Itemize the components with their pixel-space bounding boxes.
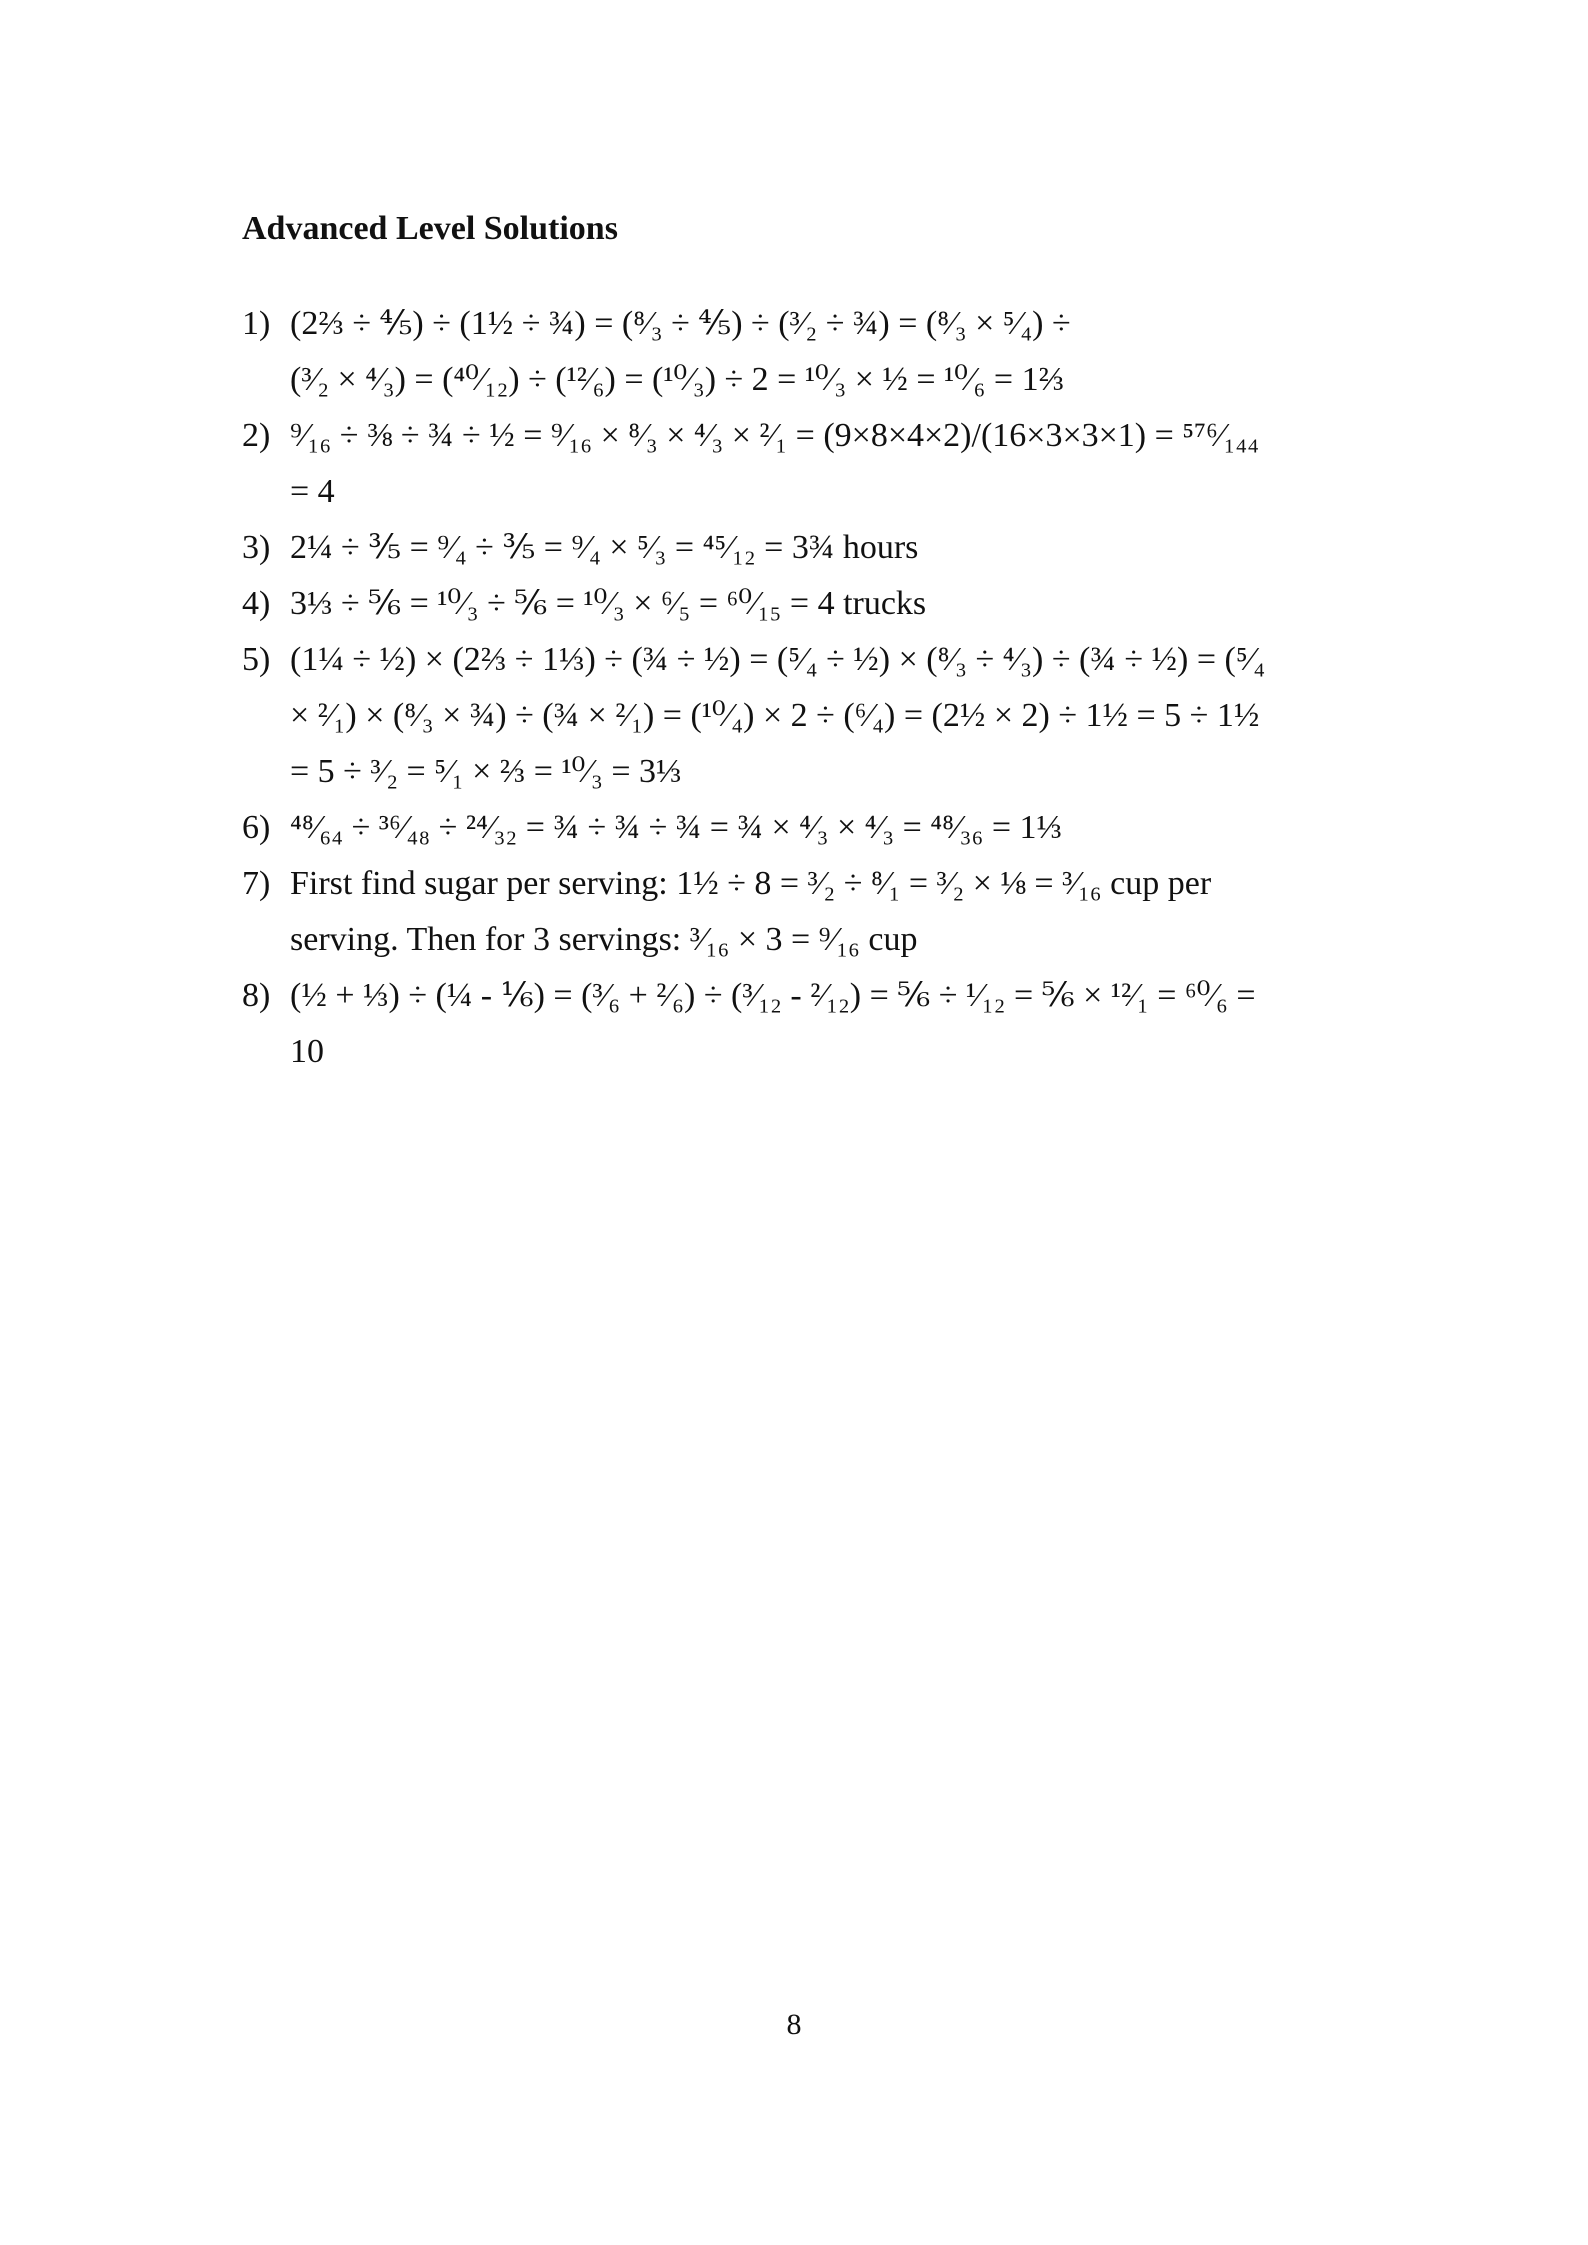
solution-line: = 4 <box>290 473 335 510</box>
solution-item-7 <box>242 856 1372 968</box>
solution-item-3 <box>242 520 1372 576</box>
solution-line: serving. Then for 3 servings: ³⁄₁₆ × 3 = ⁹⁄₁₆ cup <box>290 921 918 958</box>
solution-item-5 <box>242 632 1372 800</box>
solution-text <box>290 800 1372 856</box>
solution-text <box>290 632 1372 800</box>
solution-number: 3) <box>242 529 271 566</box>
solution-line: First find sugar per serving: 1½ ÷ 8 = ³⁄₂ ÷ ⁸⁄₁ = ³⁄₂ × ⅛ = ³⁄₁₆ cup per <box>290 865 1212 902</box>
solution-number: 8) <box>242 977 271 1014</box>
solution-line: ⁹⁄₁₆ ÷ ⅜ ÷ ¾ ÷ ½ = ⁹⁄₁₆ × ⁸⁄₃ × ⁴⁄₃ × ²⁄₁ = (9×8×4×2)/(16×3×3×1) = ⁵⁷⁶⁄₁₄₄ <box>290 417 1260 454</box>
solution-text <box>290 968 1372 1080</box>
solution-line: (2⅔ ÷ ⅘) ÷ (1½ ÷ ¾) = (⁸⁄₃ ÷ ⅘) ÷ (³⁄₂ ÷ ¾) = (⁸⁄₃ × ⁵⁄₄) ÷ <box>290 305 1071 342</box>
solution-text <box>290 296 1372 408</box>
solution-number: 7) <box>242 865 271 902</box>
solutions-list <box>242 296 1372 1080</box>
solution-line: (1¼ ÷ ½) × (2⅔ ÷ 1⅓) ÷ (¾ ÷ ½) = (⁵⁄₄ ÷ ½) × (⁸⁄₃ ÷ ⁴⁄₃) ÷ (¾ ÷ ½) = (⁵⁄₄ <box>290 641 1266 678</box>
page-heading: Advanced Level Solutions <box>242 210 618 247</box>
solution-line: = 5 ÷ ³⁄₂ = ⁵⁄₁ × ⅔ = ¹⁰⁄₃ = 3⅓ <box>290 753 682 790</box>
solution-text <box>290 576 1372 632</box>
solution-line: (³⁄₂ × ⁴⁄₃) = (⁴⁰⁄₁₂) ÷ (¹²⁄₆) = (¹⁰⁄₃) ÷ 2 = ¹⁰⁄₃ × ½ = ¹⁰⁄₆ = 1⅔ <box>290 361 1065 398</box>
solution-text <box>290 520 1372 576</box>
solution-item-8 <box>242 968 1372 1080</box>
solution-number: 2) <box>242 417 271 454</box>
solution-item-1 <box>242 296 1372 408</box>
solution-item-6 <box>242 800 1372 856</box>
solution-line: ⁴⁸⁄₆₄ ÷ ³⁶⁄₄₈ ÷ ²⁴⁄₃₂ = ¾ ÷ ¾ ÷ ¾ = ¾ × ⁴⁄₃ × ⁴⁄₃ = ⁴⁸⁄₃₆ = 1⅓ <box>290 809 1063 846</box>
solution-number: 5) <box>242 641 271 678</box>
solution-number: 1) <box>242 305 271 342</box>
solution-text <box>290 408 1372 520</box>
solution-item-2 <box>242 408 1372 520</box>
solution-line: 10 <box>290 1033 324 1070</box>
solution-line: × ²⁄₁) × (⁸⁄₃ × ¾) ÷ (¾ × ²⁄₁) = (¹⁰⁄₄) × 2 ÷ (⁶⁄₄) = (2½ × 2) ÷ 1½ = 5 ÷ 1½ <box>290 697 1260 734</box>
solution-line: (½ + ⅓) ÷ (¼ - ⅙) = (³⁄₆ + ²⁄₆) ÷ (³⁄₁₂ - ²⁄₁₂) = ⅚ ÷ ¹⁄₁₂ = ⅚ × ¹²⁄₁ = ⁶⁰⁄₆ = <box>290 977 1256 1014</box>
solution-number: 6) <box>242 809 271 846</box>
solution-line: 2¼ ÷ ⅗ = ⁹⁄₄ ÷ ⅗ = ⁹⁄₄ × ⁵⁄₃ = ⁴⁵⁄₁₂ = 3¾ hours <box>290 529 919 566</box>
page-number: 8 <box>786 2008 802 2041</box>
solution-line: 3⅓ ÷ ⅚ = ¹⁰⁄₃ ÷ ⅚ = ¹⁰⁄₃ × ⁶⁄₅ = ⁶⁰⁄₁₅ = 4 trucks <box>290 585 927 622</box>
solution-number: 4) <box>242 585 271 622</box>
solution-item-4 <box>242 576 1372 632</box>
solution-text <box>290 856 1372 968</box>
